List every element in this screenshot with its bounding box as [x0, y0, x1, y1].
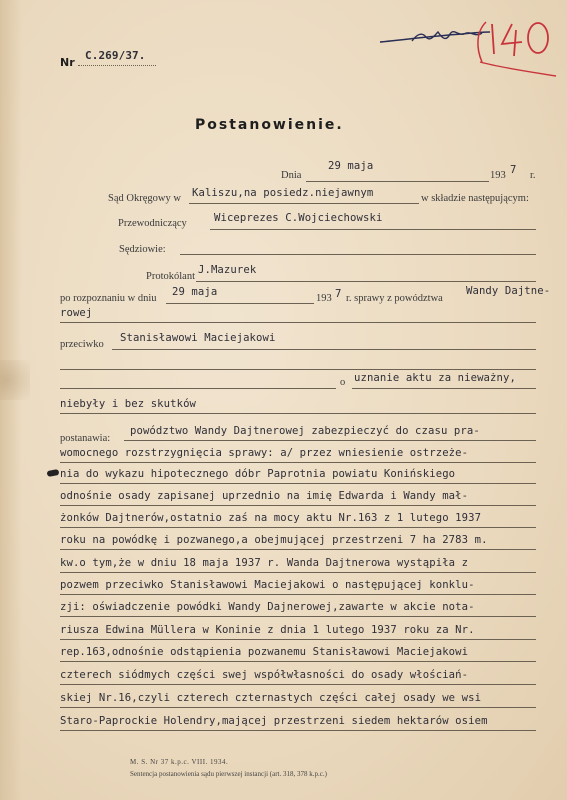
composition-label: w składzie następującym:: [421, 193, 529, 204]
dnia-label: Dnia: [281, 170, 302, 181]
decision-rule: [60, 684, 536, 685]
case-number: C.269/37.: [85, 49, 146, 62]
judges-line: [180, 254, 536, 255]
document-title: Postanowienie.: [195, 117, 344, 133]
decision-rule: [60, 549, 536, 550]
decision-line: pozwem przeciwko Stanisławowi Maciejakowi o następującej konklu-: [60, 579, 475, 591]
judges-label: Sędziowie:: [119, 244, 166, 255]
presiding-judge: Wiceprezes C.Wojciechowski: [214, 212, 383, 224]
decision-rule: [60, 594, 536, 595]
examined-label: po rozpoznaniu w dniu: [60, 293, 157, 304]
decision-rule: [60, 730, 536, 731]
decision-line: rep.163,odnośnie odstąpienia pozwanemu Stanisławowi Maciejakowi: [60, 646, 469, 658]
clerk-label: Protokólant: [146, 271, 195, 282]
decision-line: kw.o tym,że w dniu 18 maja 1937 r. Wanda Dajtnerowa wystąpiła z: [60, 557, 469, 569]
date-line: [306, 181, 489, 182]
decision-rule: [60, 707, 536, 708]
subject-line-2: [60, 413, 536, 414]
case-day-month: 29 maja: [172, 286, 218, 298]
subject-part1: uznanie aktu za nieważny,: [354, 372, 516, 384]
decision-line: powództwo Wandy Dajtnerowej zabezpieczyć do czasu pra-: [130, 425, 480, 437]
ink-blot: [47, 469, 60, 477]
date-year-prefix: 193: [490, 170, 506, 181]
decision-line: womocnego rozstrzygnięcia sprawy: a/ przez wniesienie ostrzeże-: [60, 447, 469, 459]
subject-line: [352, 388, 536, 389]
clerk-name: J.Mazurek: [198, 264, 257, 276]
against-label: przeciwko: [60, 339, 104, 350]
date-year-suffix: 7: [510, 164, 517, 176]
plaintiff-line: [60, 322, 536, 323]
form-number: M. S. Nr 37 k.p.c. VIII. 1934.: [130, 758, 229, 766]
subject-prefix-line: [60, 388, 336, 389]
decision-rule: [60, 661, 536, 662]
decision-line: odnośnie osady zapisanej uprzednio na imię Edwarda i Wandy mał-: [60, 490, 469, 502]
case-label: r. sprawy z powództwa: [346, 293, 443, 304]
handwritten-stamp: [372, 14, 562, 84]
case-year-prefix: 193: [316, 293, 332, 304]
paper-stain: [0, 360, 30, 400]
presiding-line: [210, 229, 536, 230]
case-date-line: [166, 303, 314, 304]
decision-line: zji: oświadczenie powódki Wandy Dajnerowej,zawarte w akcie nota-: [60, 601, 475, 613]
decision-rule: [60, 527, 536, 528]
subject-part2: niebyły i bez skutków: [60, 398, 197, 410]
decision-rule: [60, 639, 536, 640]
clerk-line: [196, 281, 536, 282]
case-year-suffix: 7: [335, 288, 342, 300]
decision-line: nia do wykazu hipotecznego dóbr Paprotnia powiatu Konińskiego: [60, 468, 456, 480]
form-description: Sentencja postanowienia sądu pierwszej instancji (art. 318, 378 k.p.c.): [130, 770, 327, 778]
decision-rule: [60, 462, 536, 463]
decision-line: czterech siódmych części swej współwłasności do osady włościań-: [60, 669, 469, 681]
presiding-label: Przewodniczący: [118, 218, 187, 229]
side-print: [16, 610, 26, 740]
plaintiff-part2: rowej: [60, 307, 93, 319]
date-r-label: r.: [530, 170, 536, 181]
defendant-line-2: [60, 369, 536, 370]
nr-label: Nr: [60, 56, 75, 69]
court-location: Kaliszu,na posiedz.niejawnym: [192, 187, 374, 199]
decision-line: żonków Dajtnerów,ostatnio zaś na mocy aktu Nr.163 z 1 lutego 1937: [60, 512, 482, 524]
court-line: [189, 203, 419, 204]
decision-line: skiej Nr.16,czyli czterech czternastych części całej osady we wsi: [60, 692, 482, 704]
decision-rule: [124, 440, 536, 441]
court-label: Sąd Okręgowy w: [108, 193, 181, 204]
date-day-month: 29 maja: [328, 160, 374, 172]
defendant-line: [112, 349, 536, 350]
subject-o-label: o: [340, 377, 346, 388]
decision-line: roku na powódkę i pozwanego,a obejmującej przestrzeni 7 ha 2783 m.: [60, 534, 488, 546]
plaintiff-part1: Wandy Dajtne-: [466, 285, 551, 297]
defendant-name: Stanisławowi Maciejakowi: [120, 332, 276, 344]
decision-rule: [60, 483, 536, 484]
decides-label: postanawia:: [60, 433, 111, 444]
decision-rule: [60, 572, 536, 573]
decision-rule: [60, 616, 536, 617]
decision-rule: [60, 505, 536, 506]
decision-line: Staro-Paprockie Holendry,mającej przestrzeni siedem hektarów osiem: [60, 715, 488, 727]
case-number-line: [78, 65, 156, 66]
decision-line: riusza Edwina Müllera w Koninie z dnia 1 lutego 1937 roku za Nr.: [60, 624, 475, 636]
